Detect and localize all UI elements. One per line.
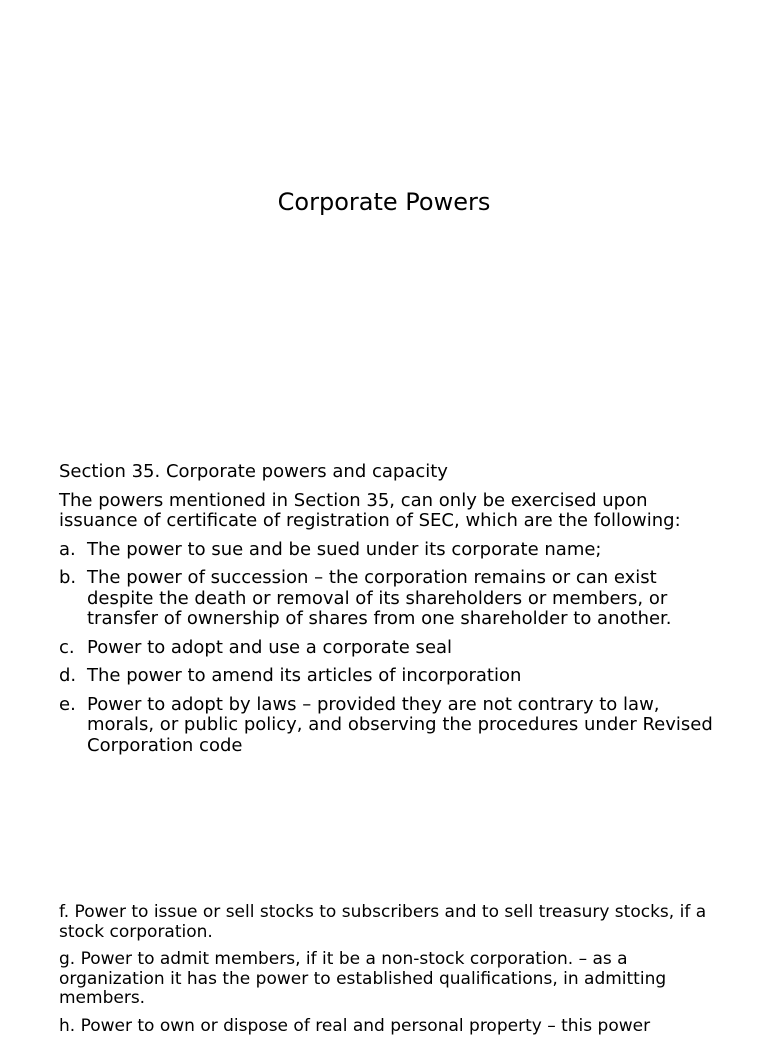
list-item-marker: a.: [59, 538, 76, 560]
paragraph: f. Power to issue or sell stocks to subscribers and to sell treasury stocks, if a stock corporation.: [59, 902, 707, 942]
section-heading: Section 35. Corporate powers and capacity: [59, 461, 448, 482]
list-item-text: The power to amend its articles of incorporation: [87, 665, 522, 686]
section-35-block: [59, 462, 719, 764]
list-item: [59, 638, 719, 659]
paragraph: g. Power to admit members, if it be a non-stock corporation. – as a organization it has the power to established qualifications, in admitting members.: [59, 949, 667, 1008]
continued-powers-block: [59, 903, 719, 1044]
list-item-text: Power to adopt and use a corporate seal: [87, 636, 453, 658]
list-item-marker: b.: [59, 567, 77, 588]
list-item: [59, 666, 719, 687]
list-item-text: The power of succession – the corporation remains or can exist despite the death or removal of its shareholders or members, or transfer of ownership of shares from one shareholder to another.: [87, 567, 672, 629]
list-item-text: Power to adopt by laws – provided they are not contrary to law, morals, or public policy, and observing the procedures under Revised Corporation code: [87, 693, 713, 756]
page-title: Corporate Powers: [277, 188, 491, 216]
list-item: [59, 568, 719, 630]
list-item: [59, 540, 719, 561]
list-item-marker: e.: [59, 693, 76, 715]
list-item-marker: c.: [59, 636, 75, 658]
paragraph: h. Power to own or dispose of real and personal property – this power: [59, 1015, 651, 1036]
section-intro: The powers mentioned in Section 35, can only be exercised upon issuance of certificate of registration of SEC, which are the following:: [59, 489, 681, 531]
list-item-text: The power to sue and be sued under its corporate name;: [87, 538, 602, 560]
list-item-marker: d.: [59, 665, 77, 686]
list-item: [59, 695, 719, 757]
